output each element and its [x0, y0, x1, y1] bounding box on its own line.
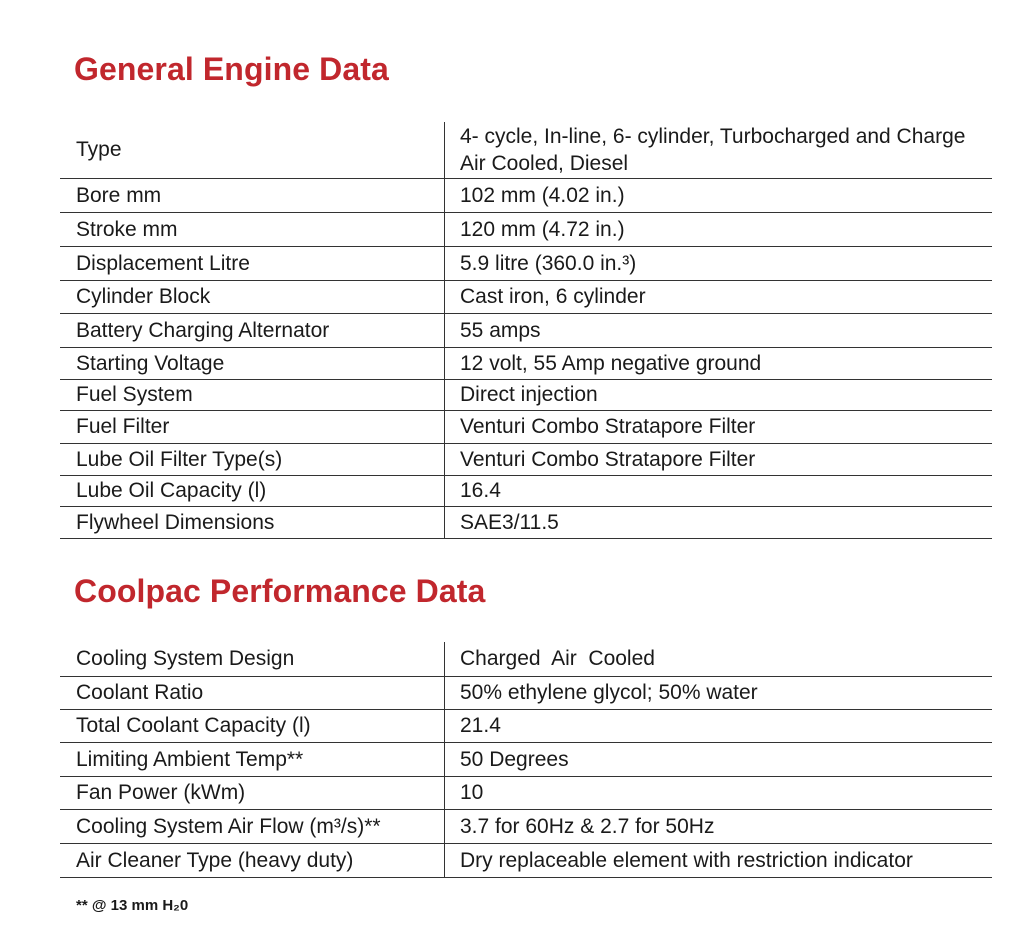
spec-label: Starting Voltage: [60, 348, 445, 379]
table-row: [60, 348, 992, 380]
spec-label: Stroke mm: [60, 213, 445, 246]
spec-label: Battery Charging Alternator: [60, 314, 445, 347]
spec-value: Dry replaceable element with restriction indicator: [460, 848, 913, 872]
spec-label: Type: [60, 122, 445, 178]
table-row: [60, 247, 992, 281]
spec-value: 12 volt, 55 Amp negative ground: [460, 351, 762, 375]
spec-value: 3.7 for 60Hz & 2.7 for 50Hz: [460, 814, 715, 838]
spec-value: Charged Air Cooled: [460, 647, 655, 670]
spec-value: 16.4: [460, 479, 501, 502]
general-engine-data-title: General Engine Data: [74, 51, 389, 87]
coolpac-performance-data-title: Coolpac Performance Data: [74, 573, 486, 609]
table-row: [60, 444, 992, 476]
table-row: [60, 844, 992, 878]
table-row: [60, 677, 992, 710]
spec-label: Cylinder Block: [60, 281, 445, 313]
coolpac-performance-data-table: [60, 642, 992, 878]
spec-label: Lube Oil Filter Type(s): [60, 444, 445, 475]
spec-value: 50% ethylene glycol; 50% water: [460, 681, 758, 704]
table-row: [60, 743, 992, 777]
table-row: [60, 710, 992, 743]
spec-label: Flywheel Dimensions: [60, 507, 445, 538]
table-row: [60, 179, 992, 213]
spec-label: Displacement Litre: [60, 247, 445, 280]
spec-value: SAE3/11.5: [460, 510, 559, 534]
spec-label: Bore mm: [60, 179, 445, 212]
table-row: [60, 213, 992, 247]
spec-label: Total Coolant Capacity (l): [60, 710, 445, 742]
spec-value: 120 mm (4.72 in.): [460, 217, 625, 241]
table-row: [60, 281, 992, 314]
table-row: [60, 642, 992, 677]
spec-label: Fan Power (kWm): [60, 777, 445, 809]
table-row: [60, 507, 992, 539]
spec-value: Cast iron, 6 cylinder: [460, 285, 646, 308]
spec-value: 21.4: [460, 714, 501, 737]
spec-value: 5.9 litre (360.0 in.³): [460, 251, 637, 275]
table-row: [60, 411, 992, 444]
table-row: [60, 777, 992, 810]
spec-value: Venturi Combo Stratapore Filter: [460, 415, 756, 438]
spec-label: Coolant Ratio: [60, 677, 445, 709]
spec-value: Direct injection: [460, 383, 598, 406]
spec-value: Venturi Combo Stratapore Filter: [460, 447, 756, 471]
spec-value: 102 mm (4.02 in.): [460, 183, 625, 207]
footnote: ** @ 13 mm H₂0: [76, 897, 189, 914]
spec-label: Fuel Filter: [60, 411, 445, 443]
table-row: [60, 476, 992, 507]
spec-label: Cooling System Design: [60, 642, 445, 676]
spec-label: Cooling System Air Flow (m³/s)**: [60, 810, 445, 843]
table-row: [60, 314, 992, 348]
general-engine-data-table: [60, 122, 992, 539]
spec-label: Fuel System: [60, 380, 445, 410]
table-row: [60, 810, 992, 844]
table-row: [60, 122, 992, 179]
spec-label: Air Cleaner Type (heavy duty): [60, 844, 445, 877]
spec-value: [445, 122, 992, 178]
spec-value-text: 4- cycle, In-line, 6- cylinder, Turbocharged and Charge Air Cooled, Diesel: [460, 125, 966, 175]
spec-label: Limiting Ambient Temp**: [60, 743, 445, 776]
spec-value: 10: [460, 781, 484, 804]
table-row: [60, 380, 992, 411]
spec-label: Lube Oil Capacity (l): [60, 476, 445, 506]
spec-value: 50 Degrees: [460, 747, 569, 771]
spec-value: 55 amps: [460, 318, 541, 342]
